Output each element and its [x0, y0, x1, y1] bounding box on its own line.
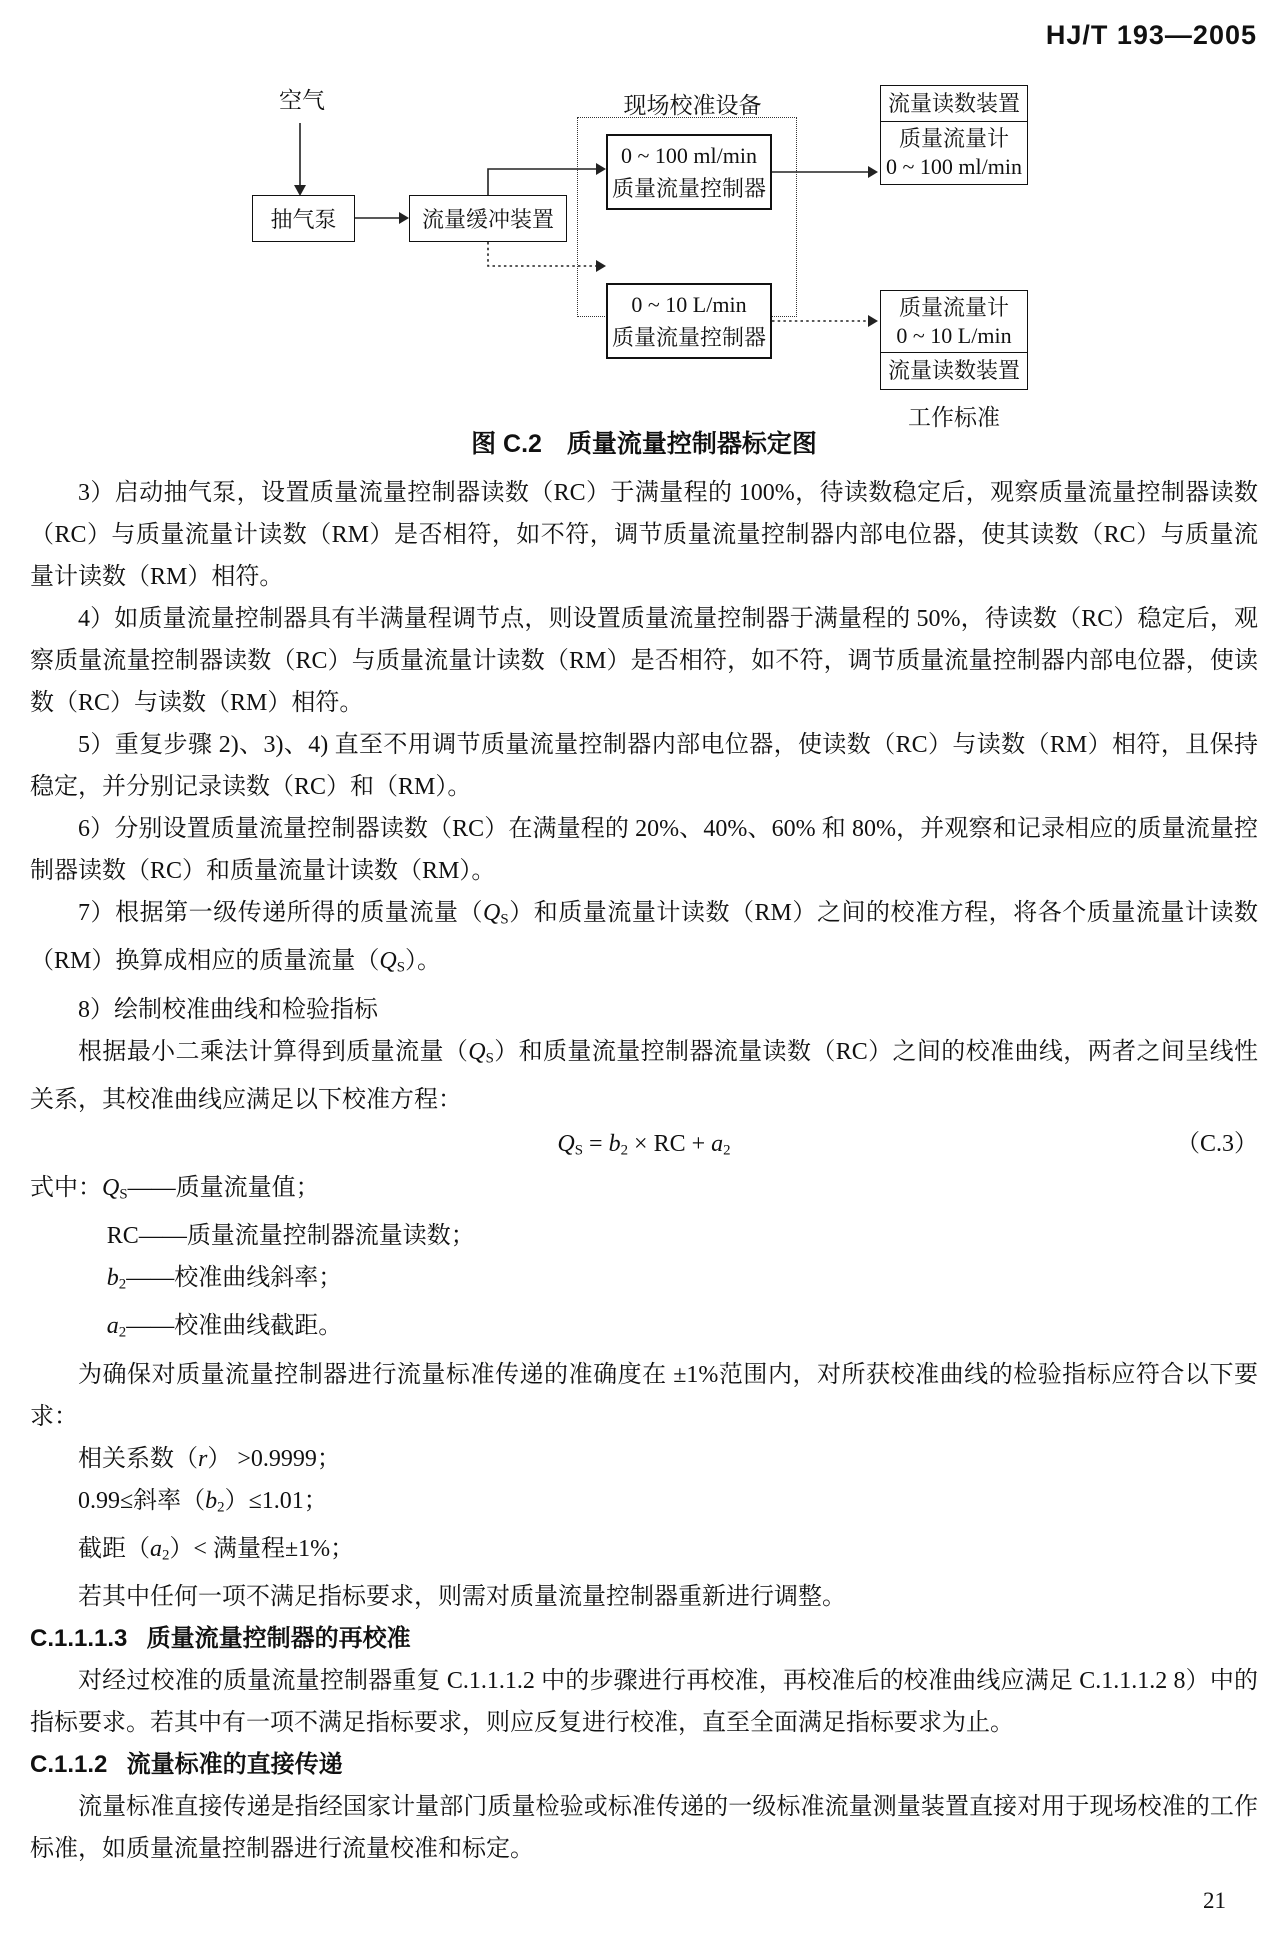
definition-qs-text: QS——质量流量值；: [102, 1174, 320, 1203]
definition-b2: [30, 1257, 1258, 1305]
definition-rc-text: RC——质量流量控制器流量读数；: [106, 1223, 475, 1250]
paragraph-direct-transfer: 流量标准直接传递是指经国家计量部门质量检验或标准传递的一级标准流量测量装置直接对用于现场校准的工作标准，如质量流量控制器进行流量校准和标定。: [30, 1794, 1258, 1863]
definition-rc: [30, 1215, 1258, 1257]
controller-large-box: [606, 283, 772, 359]
where-label: 式中：: [30, 1174, 102, 1201]
controller-large-name: 质量流量控制器: [611, 325, 766, 350]
page-number: 21: [1203, 1888, 1226, 1913]
paragraph-step7: 7）根据第一级传递所得的质量流量（QS）和质量流量计读数（RM）之间的校准方程，将各个质量流量计读数（RM）换算成相应的质量流量（QS）。: [30, 900, 1258, 976]
controller-small-name: 质量流量控制器: [611, 176, 766, 201]
equation-number: （C.3）: [1175, 1130, 1258, 1157]
paragraph-step6: 6）分别设置质量流量控制器读数（RC）在满量程的 20%、40%、60% 和 80%，并观察和记录相应的质量流量控制器读数（RC）和质量流量计读数（RM）。: [30, 816, 1258, 884]
mass-flow-meter-small-box: [881, 122, 1027, 184]
definition-qs: [30, 1167, 1258, 1215]
buffer-box: 流量缓冲装置: [409, 195, 567, 242]
meter-small-range: 0 ~ 100 ml/min: [886, 154, 1022, 179]
paragraph-step5: 5）重复步骤 2)、3)、4) 直至不用调节质量流量控制器内部电位器，使读数（RC）与读数（RM）相符，且保持稳定，并分别记录读数（RC）和（RM）。: [30, 732, 1258, 800]
definition-a2-text: a2——校准曲线截距。: [106, 1313, 343, 1341]
controller-large-range: 0 ~ 10 L/min: [631, 292, 747, 317]
paragraph-recalibration: 对经过校准的质量流量控制器重复 C.1.1.1.2 中的步骤进行再校准，再校准后的校准曲线应满足 C.1.1.1.2 8）中的指标要求。若其中有一项不满足指标要求，则应反复进行校准，直至全面满足指标要求为止。: [30, 1668, 1258, 1737]
paragraph-adjust-note: 若其中任何一项不满足指标要求，则需对质量流量控制器重新进行调整。: [78, 1584, 846, 1611]
working-standard-large-stack: [880, 290, 1028, 390]
controller-small-range: 0 ~ 100 ml/min: [621, 143, 757, 168]
paragraph-accuracy: 为确保对质量流量控制器进行流量标准传递的准确度在 ±1%范围内，对所获校准曲线的检验指标应符合以下要求：: [30, 1361, 1258, 1430]
equation-c3: [30, 1123, 1258, 1165]
working-standard-small-stack: [880, 85, 1028, 185]
calibration-flow-diagram: [0, 55, 1288, 430]
definition-a2: [30, 1305, 1258, 1353]
air-label: 空气: [279, 88, 325, 113]
paragraph-least-squares: 根据最小二乘法计算得到质量流量（QS）和质量流量控制器流量读数（RC）之间的校准曲线，两者之间呈线性关系，其校准曲线应满足以下校准方程：: [30, 1038, 1258, 1113]
controller-small-box: [606, 134, 772, 210]
heading-direct-transfer: [30, 1744, 1258, 1786]
paragraph-step4: 4）如质量流量控制器具有半满量程调节点，则设置质量流量控制器于满量程的 50%，待读数（RC）稳定后，观察质量流量控制器读数（RC）与质量流量计读数（RM）是否相符，如不符，调节质量流量控制器内部电位器，使读数（RC）与读数（RM）相符。: [30, 606, 1258, 716]
field-equipment-label: 现场校准设备: [623, 93, 762, 118]
clause-title-2: 流量标准的直接传递: [126, 1751, 343, 1779]
meter-small-name: 质量流量计: [898, 126, 1009, 151]
clause-number-2: C.1.1.2: [30, 1751, 108, 1779]
clause-title: 质量流量控制器的再校准: [146, 1625, 411, 1653]
flow-reader-box-2: [881, 353, 1027, 389]
paragraph-step3: 3）启动抽气泵，设置质量流量控制器读数（RC）于满量程的 100%，待读数稳定后，观察质量流量控制器读数（RC）与质量流量计读数（RM）是否相符，如不符，调节质量流量控制器内部电位器，使其读数（RC）与质量流量计读数（RM）相符。: [30, 480, 1258, 590]
paragraph-step8: 8）绘制校准曲线和检验指标: [78, 996, 378, 1023]
pump-box: 抽气泵: [252, 195, 355, 242]
equation-formula: QS = b2 × RC + a2: [557, 1130, 731, 1159]
working-standard-label: 工作标准: [908, 405, 1000, 430]
definition-b2-text: b2——校准曲线斜率；: [106, 1265, 343, 1293]
spec-intercept: 截距（a2）< 满量程±1%；: [78, 1535, 355, 1564]
meter-large-name: 质量流量计: [898, 294, 1009, 320]
mass-flow-meter-large-box: [881, 291, 1027, 353]
spec-slope: 0.99≤斜率（b2）≤1.01；: [78, 1487, 328, 1515]
figure-caption: 图 C.2 质量流量控制器标定图: [471, 430, 817, 458]
spec-correlation: 相关系数（r） >0.9999；: [78, 1445, 341, 1472]
flow-reader-box: [881, 86, 1027, 122]
flow-reader-label-2: 流量读数装置: [887, 358, 1020, 383]
clause-number: C.1.1.1.3: [30, 1625, 128, 1653]
standard-code: HJ/T 193—2005: [1045, 20, 1257, 50]
meter-large-range: 0 ~ 10 L/min: [896, 322, 1012, 348]
body-text: [30, 472, 1258, 1870]
heading-recalibration: [30, 1618, 1258, 1660]
flow-reader-label: 流量读数装置: [887, 90, 1020, 116]
